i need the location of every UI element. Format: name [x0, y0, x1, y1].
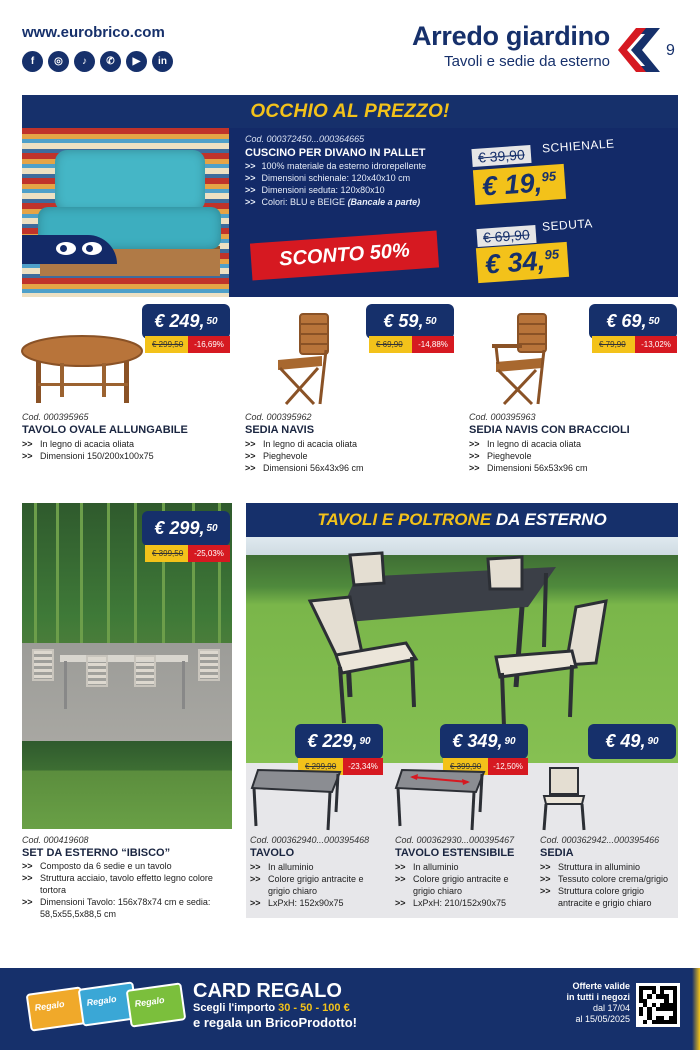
ibisco-table — [60, 655, 188, 662]
product-code: Cod. 000362942...000395466 — [540, 835, 660, 845]
feature-item: >> Struttura in alluminio — [540, 862, 641, 872]
old-price: € 399,90 — [443, 758, 488, 775]
price-tag: € 249, 50 — [142, 304, 230, 339]
feature-item: >> Tessuto colore crema/grigio — [540, 874, 669, 884]
page-number: 9 — [666, 42, 675, 59]
schienale-old-price: € 39,90 — [471, 145, 531, 167]
old-price: € 299,90 — [298, 758, 343, 775]
price-tag: € 349, 90 — [440, 724, 528, 759]
seduta-price: € 34,95 — [476, 242, 569, 283]
linkedin-icon[interactable]: in — [152, 51, 173, 72]
schienale-price: € 19,95 — [473, 164, 566, 205]
mascot-eyes-icon — [22, 235, 117, 264]
page-title: Arredo giardino — [411, 21, 610, 51]
product-name: SEDIA NAVIS — [245, 424, 315, 436]
product-features — [245, 438, 445, 474]
feature-item: >> In alluminio — [250, 862, 314, 872]
feature-item: >> Colore grigio antracite e grigio chiaro — [250, 874, 364, 896]
facebook-icon[interactable]: f — [22, 51, 43, 72]
feature-item: >> Struttura colore grigio antracite e grigio chiaro — [540, 886, 652, 908]
feature-item: >> In legno di acacia oliata — [245, 439, 358, 449]
feature-item: >> Dimensioni Tavolo: 156x78x74 cm e sedia: 58,5x55,5x88,5 cm — [22, 897, 211, 919]
product-name: TAVOLO OVALE ALLUNGABILE — [22, 424, 188, 436]
aluminium-chair-image — [540, 764, 590, 832]
seduta-old-price: € 69,90 — [476, 225, 536, 247]
promo-header — [22, 95, 678, 128]
offer-validity: Offerte valide in tutti i negozi dal 17/04 al 15/05/2025 — [566, 981, 630, 1024]
product-code: Cod. 000395963 — [469, 412, 536, 422]
promo-features — [245, 161, 426, 209]
feature-item: >> Colore grigio antracite e grigio chiaro — [395, 874, 509, 896]
site-url-link[interactable]: www.eurobrico.com — [22, 24, 165, 41]
product-features — [469, 438, 679, 474]
feature-item: >> LxPxH: 210/152x90x75 — [395, 898, 507, 908]
feature-item: >> Pieghevole — [245, 451, 308, 461]
discount-percent: -16,69% — [188, 336, 230, 353]
product-name: SEDIA NAVIS CON BRACCIOLI — [469, 424, 630, 436]
product-features — [22, 438, 222, 462]
page-subtitle: Tavoli e sedie da esterno — [444, 53, 610, 70]
extendable-table-image — [392, 764, 487, 832]
feature-item: >> Dimensioni seduta: 120x80x10 — [245, 185, 385, 195]
product-features — [22, 860, 232, 920]
old-price: € 69,90 — [369, 336, 412, 353]
old-price: € 399,50 — [145, 545, 188, 562]
instagram-icon[interactable]: ◎ — [48, 51, 69, 72]
gift-card-image: Regalo — [126, 982, 187, 1027]
seduta-label: SEDUTA — [541, 216, 594, 234]
product-code: Cod. 000419608 — [22, 835, 89, 845]
feature-item: >> Colori: BLU e BEIGE (Bancale a parte) — [245, 197, 421, 207]
discount-percent: -14,88% — [412, 336, 454, 353]
discount-percent: -12,50% — [488, 758, 528, 775]
folding-chair-image — [270, 310, 340, 408]
old-price: € 79,90 — [592, 336, 635, 353]
footer-accent — [692, 968, 700, 1050]
product-code: Cod. 000362940...000395468 — [250, 835, 370, 845]
price-tag: € 229, 90 — [295, 724, 383, 759]
feature-item: >> Dimensioni 150/200x100x75 — [22, 451, 154, 461]
gift-card-image: Regalo — [26, 986, 87, 1031]
product-code: Cod. 000362930...000395467 — [395, 835, 515, 845]
qr-code-icon[interactable] — [636, 983, 680, 1027]
footer-tagline: e regala un BricoProdotto! — [193, 1015, 357, 1030]
tiktok-icon[interactable]: ♪ — [74, 51, 95, 72]
gift-card-image: Regalo — [78, 981, 139, 1026]
feature-item: >> In alluminio — [395, 862, 459, 872]
feature-item: >> 100% materiale da esterno idrorepellente — [245, 161, 427, 171]
product-name: SEDIA — [540, 847, 574, 859]
promo-product-code: Cod. 000372450...000364665 — [245, 134, 365, 144]
feature-item: >> Dimensioni 56x53x96 cm — [469, 463, 588, 473]
promo-banner — [22, 95, 678, 297]
oval-table-image — [20, 333, 145, 408]
cushion-backrest — [55, 150, 205, 212]
section-heading: TAVOLI E POLTRONE DA ESTERNO — [317, 510, 607, 529]
price-tag: € 299, 50 — [142, 511, 230, 546]
feature-item: >> Pieghevole — [469, 451, 532, 461]
feature-item: >> LxPxH: 152x90x75 — [250, 898, 344, 908]
product-name: SET DA ESTERNO “IBISCO” — [22, 847, 171, 859]
promo-heading: OCCHIO AL PREZZO! — [250, 101, 450, 122]
discount-percent: -23,34% — [343, 758, 383, 775]
discount-badge: SCONTO 50% — [250, 231, 439, 281]
feature-item: >> In legno di acacia oliata — [22, 439, 135, 449]
feature-item: >> Dimensioni schienale: 120x40x10 cm — [245, 173, 411, 183]
price-tag: € 59, 50 — [366, 304, 454, 339]
feature-item: >> Struttura acciaio, tavolo effetto legno colore tortora — [22, 873, 213, 895]
product-features — [540, 861, 675, 909]
feature-item: >> Composto da 6 sedie e un tavolo — [22, 861, 172, 871]
feature-item: >> In legno di acacia oliata — [469, 439, 582, 449]
brand-chevron-icon — [616, 26, 662, 74]
aluminium-table-image — [248, 764, 343, 832]
product-code: Cod. 000395965 — [22, 412, 89, 422]
social-links — [22, 51, 173, 72]
schienale-label: SCHIENALE — [541, 136, 615, 156]
promo-product-name: CUSCINO PER DIVANO IN PALLET — [245, 147, 426, 159]
product-name: TAVOLO ESTENSIBILE — [395, 847, 515, 859]
footer-amounts: Scegli l'importo 30 - 50 - 100 € — [193, 1002, 350, 1014]
price-tag: € 69, 50 — [589, 304, 677, 339]
old-price: € 299,50 — [145, 336, 188, 353]
price-tag: € 49, 90 — [588, 724, 676, 759]
whatsapp-icon[interactable]: ✆ — [100, 51, 121, 72]
discount-percent: -25,03% — [188, 545, 230, 562]
youtube-icon[interactable]: ▶ — [126, 51, 147, 72]
product-features — [250, 861, 380, 909]
section-banner — [246, 503, 678, 537]
folding-armchair-image — [488, 310, 560, 408]
product-code: Cod. 000395962 — [245, 412, 312, 422]
product-features — [395, 861, 525, 909]
footer-title: CARD REGALO — [193, 980, 342, 1002]
product-name: TAVOLO — [250, 847, 295, 859]
feature-item: >> Dimensioni 56x43x96 cm — [245, 463, 364, 473]
discount-percent: -13,02% — [635, 336, 677, 353]
pallet-cushion-image — [22, 128, 229, 297]
